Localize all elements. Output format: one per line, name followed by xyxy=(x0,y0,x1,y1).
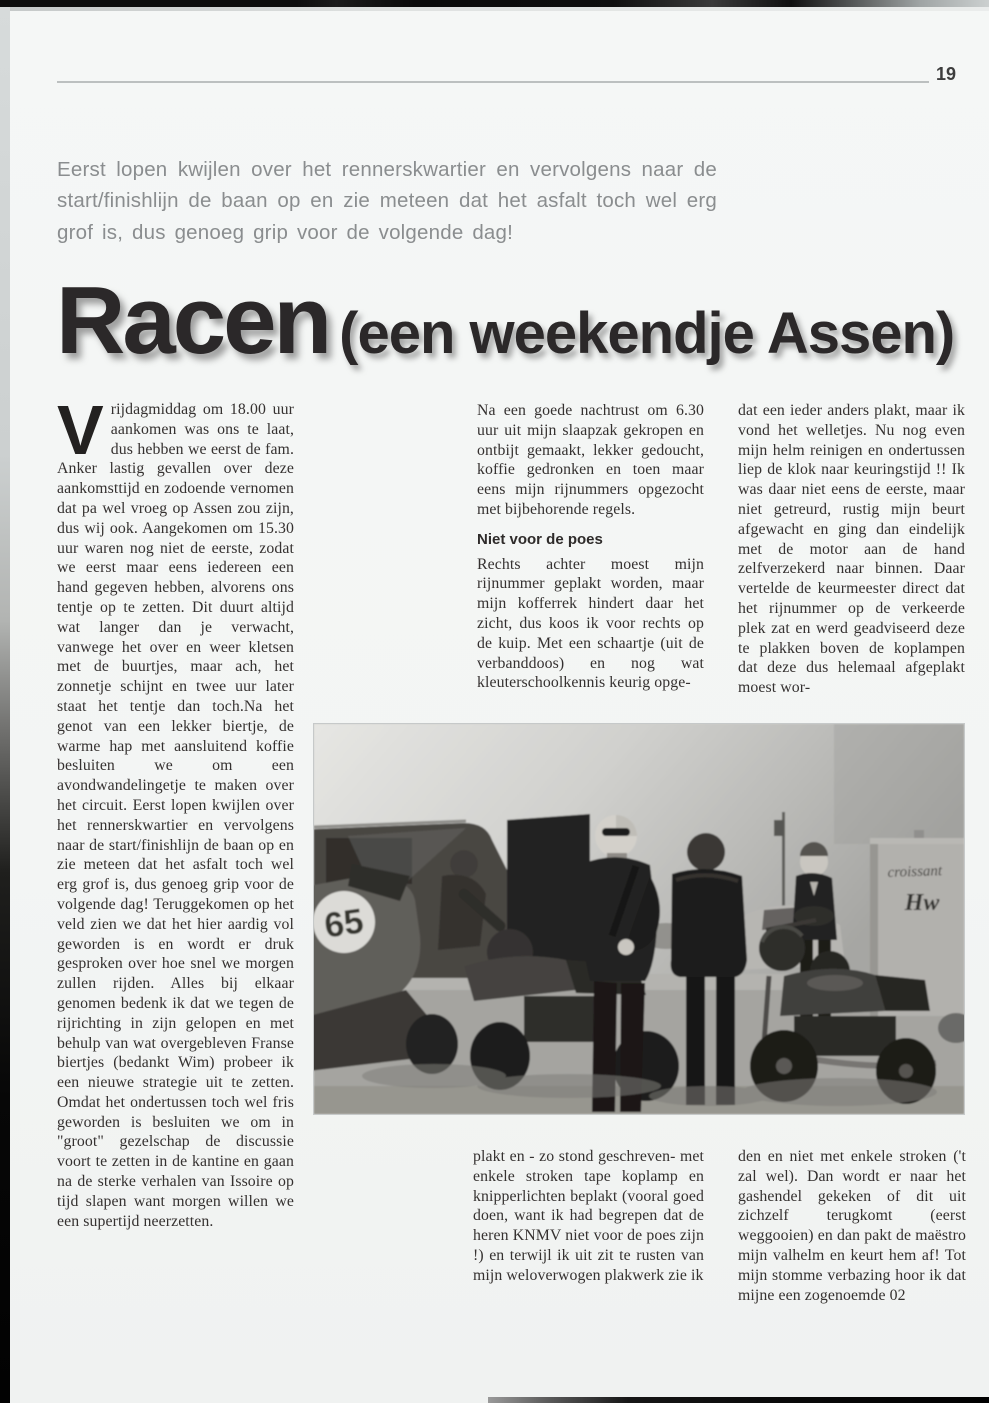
column-3-bottom-text: den en niet met enkele stroken ('t zal wel). Dan wordt er naar het gashendel gekeken of dit uit zichzelf terugkomt (eerst weggooien) en dan pakt de maëstro mijn valhelm en keurt hem af! Tot mijn stomme verbazing hoor ik dat mijne een zogenoemde 02 xyxy=(738,1148,966,1304)
article-column-2-top xyxy=(477,401,704,693)
title-main: Racen xyxy=(56,267,330,374)
column-3-text: dat een ieder anders plakt, maar ik vond het welletjes. Nu nog even mijn helm reinigen en ondertussen liep de klok naar keuringstijd !! Ik was daar niet eens de eerste, maar niet getreurd, rustig mijn beurt afgewacht en ging dan eindelijk met de motor aan de hand zelfverzekerd naar binnen. Daar vertelde de keurmeester direct dat het rijnummer op de verkeerde plek zat en werd geadviseerd deze te plakken boven de koplampen dat deze dus helemaal afgeplakt moest wor- xyxy=(738,402,965,697)
croissant-script-text: croissant xyxy=(887,863,943,881)
column-2-heading: Niet voor de poes xyxy=(477,530,603,548)
trailer xyxy=(870,830,964,1043)
column-2-paragraph-2: Rechts achter moest mijn rijnummer geplakt worden, maar mijn kofferrek hindert daar het zicht, dus koos ik voor rechts op de kuip. Met een schaartje (uit de verbanddoos) en nog wat kleuterschoolkennis keurig opge- xyxy=(477,555,704,692)
title-sub: (een weekendje Assen) xyxy=(339,301,955,366)
paddock-photo-illustration xyxy=(314,724,964,1114)
trailer-monogram: Hw xyxy=(904,890,940,916)
drop-cap: V xyxy=(57,391,104,469)
intro-paragraph: Eerst lopen kwijlen over het rennerskwartier en vervolgens naar de start/finishlijn de baan op en zie meteen dat het asfalt toch wel erg grof is, dus genoeg grip voor de volgende dag! xyxy=(57,157,717,244)
photo-corner-haze xyxy=(834,724,964,844)
column-1-text: rijdagmiddag om 18.00 uur aankomen was ons te laat, dus hebben we eerst de fam. Anker lastig gevallen over deze aankomsttijd en zodoende vernomen dat pa wel vroeg op Assen zou zijn, dus wij ook. Aangekomen om 15.30 uur waren nog niet de eerste, zodat we eerst maar eens iedereen een hand gegeven hebben, alvorens ons tentje op te zetten. Dit duurt altijd wat langer dan je verwacht, vanwege het over en weer kletsen met de buurtjes, maar ach, het zonnetje schijnt en twee uur later staat het tentje dan toch.Na het genot van een lekker biertje, de warme hap met aansluitend koffie besluiten we om een avondwandelingetje te maken over het circuit. Eerst lopen kwijlen over het rennerskwartier en vervolgens naar de start/finishlijn de baan op en zie meteen dat het asfalt toch wel erg grof is, dus genoeg grip voor de volgende dag! Teruggekomen op het veld zien we dat het hier aardig vol geworden is en wordt er druk gesproken over hoe snel we morgen zullen rijden. Alles bij elkaar genomen bedenk ik dat we tegen de rijrichting in zijn gelopen en met behulp van wat overgebleven Franse biertjes (bedankt Wim) probeer ik een nieuwe strategie uit te zetten. Omdat het ondertussen toch wel fris geworden is besluiten we om in "groot" gezelschap de discussie voort te zetten in de kantine en gaan na de sterke verhalen van Issoire op tijd slapen want morgen willen we een supertijd neerzetten. xyxy=(57,401,294,1230)
column-2-paragraph-1: Na een goede nachtrust om 6.30 uur uit mijn slaapzak gekropen en ontbijt gemaakt, lekker gedoucht, koffie gedronken en toen maar eens mijn rijnummers opgezocht met bijbehorende regels. xyxy=(477,402,704,518)
header-rule xyxy=(57,81,929,83)
sunglasses xyxy=(602,828,630,836)
article-column-1 xyxy=(57,391,294,1231)
scan-edge-top-shadow xyxy=(0,7,989,11)
page-number: 19 xyxy=(936,64,957,84)
scan-edge-left xyxy=(0,7,10,1403)
scan-edge-top xyxy=(0,0,989,7)
article-title xyxy=(56,266,976,376)
article-column-3-top xyxy=(738,401,965,698)
article-column-2-bottom xyxy=(473,1147,704,1286)
article-column-3-bottom xyxy=(738,1147,966,1305)
article-photo xyxy=(313,723,965,1115)
scan-edge-bottom xyxy=(488,1397,989,1403)
column-2-bottom-text: plakt en - zo stond geschreven- met enkele stroken tape koplamp en knipperlichten beplakt (vooral goed doen, want ik had begrepen dat de heren KNMV niet voor de poes zijn !) en terwijl ik uit zit te rusten van mijn weloverwogen plakwerk zie ik xyxy=(473,1148,704,1284)
bike-number: 65 xyxy=(321,901,366,946)
